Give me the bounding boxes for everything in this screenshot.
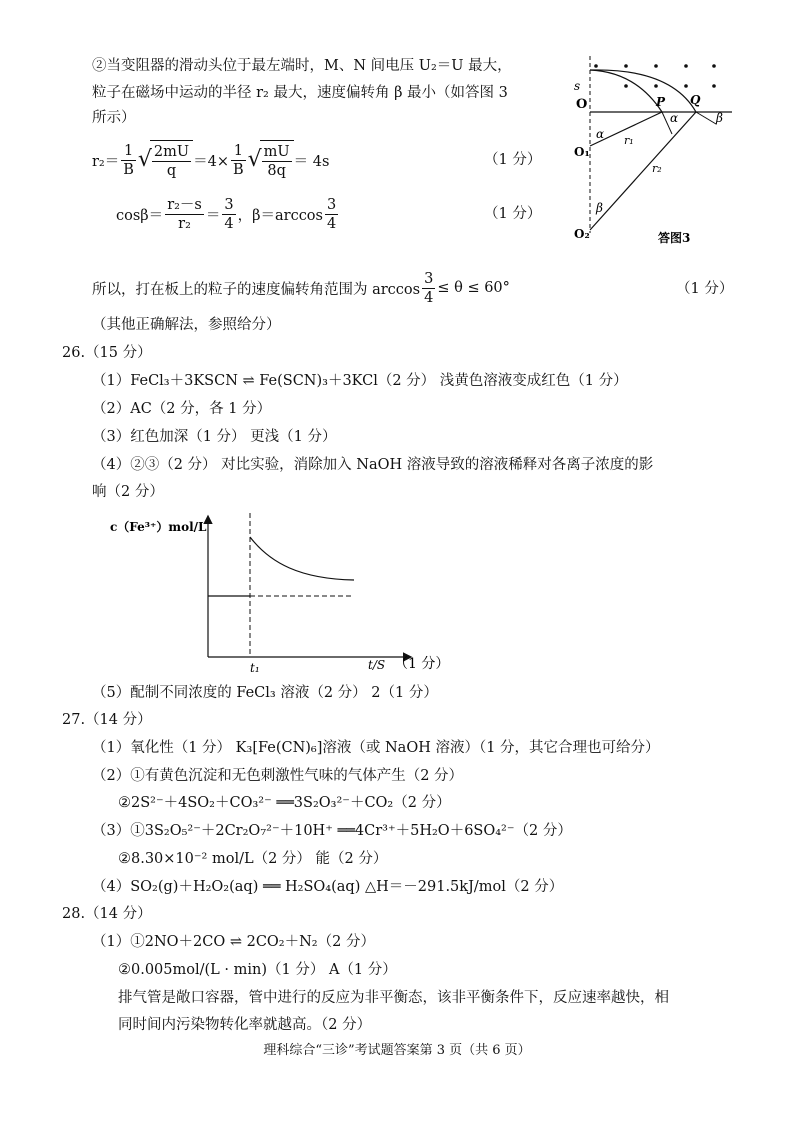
eq2-fraction-2 [222, 196, 235, 233]
label-P: P [656, 95, 666, 109]
q28-explanation-2: 同时间内污染物转化率就越高。（2 分） [118, 1017, 372, 1033]
label-s: s [574, 79, 581, 93]
range-score: （1 分） [676, 281, 734, 297]
eq1-f2-num: 1 [231, 142, 246, 161]
figure-caption: 答图3 [658, 231, 691, 245]
eq1-f1-num: 1 [121, 142, 136, 161]
label-alpha-1: α [596, 127, 605, 141]
label-beta-right: β [716, 111, 723, 125]
graph-score: （1 分） [394, 656, 450, 672]
trajectory-r1 [590, 70, 662, 112]
q25-equation-cosbeta [116, 192, 340, 236]
q25-other-note: （其他正确解法，参照给分） [92, 317, 281, 333]
q27-heading: 27.（14 分） [62, 712, 152, 728]
q25-line-1: ②当变阻器的滑动头位于最左端时，M、N 间电压 U₂＝U 最大， [92, 58, 512, 74]
q26-heading: 26.（15 分） [62, 345, 152, 361]
fe3-concentration-graph [110, 505, 470, 680]
label-beta-low: β [596, 201, 603, 215]
trajectory-r2 [590, 70, 696, 112]
eq2-f1-den: r₂ [178, 215, 191, 232]
label-Q: Q [690, 93, 701, 107]
eq2-f2-num: 3 [224, 196, 234, 213]
page-footer: 理科综合“三诊”考试题答案第 3 页（共 6 页） [263, 1043, 531, 1058]
graph-t1-label: t₁ [250, 661, 260, 675]
eq2-score: （1 分） [484, 206, 542, 222]
eq2-eq: ＝ [205, 207, 221, 224]
eq2-f1-num: r₂－s [167, 196, 202, 213]
eq1-score: （1 分） [484, 152, 542, 168]
velocity-q [696, 112, 716, 124]
q26-part-5: （5）配制不同浓度的 FeCl₃ 溶液（2 分） 2（1 分） [92, 685, 438, 701]
eq1-sqrt-2: √ $\frac{mU}{8q}$ [248, 140, 294, 180]
eq2-f3-num: 3 [326, 196, 337, 213]
eq1-f1-den: B [123, 161, 134, 178]
label-O1: O₁ [574, 145, 590, 159]
eq1-rhs: ＝ 4s [293, 153, 330, 170]
q25-line-3: 所示） [92, 110, 136, 126]
range-den: 4 [424, 289, 434, 306]
graph-y-label: c（Fe³⁺）mol/L [110, 520, 207, 534]
label-r1: r₁ [624, 134, 634, 147]
range-num: 3 [424, 270, 434, 287]
label-alpha-2: α [670, 111, 679, 125]
range-post: ≤ θ ≤ 60° [437, 280, 510, 296]
q26-part-3: （3）红色加深（1 分） 更浅（1 分） [92, 429, 337, 445]
eq1-s2-num: mU [263, 144, 290, 160]
eq1-s2-den: 8q [267, 163, 286, 179]
q28-heading: 28.（14 分） [62, 906, 152, 922]
label-r2: r₂ [652, 162, 662, 175]
label-O: O [576, 97, 588, 112]
eq2-f3-den: 4 [326, 215, 337, 232]
label-O2: O₂ [574, 227, 590, 241]
graph-x-label: t/S [368, 658, 386, 672]
q26-part-1: （1）FeCl₃＋3KSCN ⇌ Fe(SCN)₃＋3KCl（2 分） 浅黄色溶液变成红色（1 分） [92, 373, 628, 389]
eq2-mid: ，β＝arccos [237, 207, 323, 224]
eq1-fraction-1 [121, 142, 136, 179]
eq1-fraction-2 [231, 142, 246, 179]
range-fraction [422, 270, 435, 307]
eq2-fraction-3 [325, 196, 338, 233]
magnetic-field-dots [594, 64, 716, 88]
q27-part-4: （4）SO₂(g)＋H₂O₂(aq) ══ H₂SO₄(aq) △H＝－291.5kJ/mol（2 分） [92, 879, 564, 895]
eq1-f2-den: B [232, 161, 244, 178]
eq1-s1-den: q [166, 163, 177, 179]
eq2-f2-den: 4 [224, 215, 234, 232]
q25-line-2: 粒子在磁场中运动的半径 r₂ 最大，速度偏转角 β 最小（如答图 3 [92, 85, 508, 101]
eq1-sqrt-1: √ $\frac{2mU}{q}$ [138, 140, 193, 180]
q26-part-2: （2）AC（2 分，各 1 分） [92, 401, 272, 417]
q26-part-4: （4）②③（2 分） 对比实验，消除加入 NaOH 溶液导致的溶液稀释对各离子浓度的影 [92, 457, 654, 473]
q28-part-1-2: ②0.005mol/(L · min)（1 分） A（1 分） [118, 962, 397, 978]
q27-part-3-1: （3）①3S₂O₅²⁻＋2Cr₂O₇²⁻＋10H⁺ ══4Cr³⁺＋5H₂O＋6SO₄²⁻（2 分） [92, 823, 572, 839]
q27-part-1: （1）氧化性（1 分） K₃[Fe(CN)₆]溶液（或 NaOH 溶液）（1 分，其它合理也可给分） [92, 740, 660, 756]
q27-part-2-2: ②2S²⁻＋4SO₂＋CO₃²⁻ ══3S₂O₃²⁻＋CO₂（2 分） [118, 795, 451, 811]
q27-part-3-2: ②8.30×10⁻² mol/L（2 分） 能（2 分） [118, 851, 388, 867]
eq1-mid: ＝4× [193, 153, 229, 170]
eq1-s1-num: 2mU [153, 144, 190, 160]
eq1-lhs: r₂＝ [92, 153, 120, 170]
eq2-fraction-1 [165, 196, 204, 233]
q25-equation-r2 [92, 138, 329, 182]
radius-r2 [590, 112, 696, 230]
eq2-lhs: cosβ＝ [116, 207, 164, 224]
concentration-curve [250, 537, 354, 580]
q25-range [92, 268, 510, 308]
q26-part-4-cont: 响（2 分） [92, 484, 164, 500]
answer-figure-3 [566, 48, 738, 248]
q28-explanation-1: 排气管是敞口容器，管中进行的反应为非平衡态，该非平衡条件下，反应速率越快，相 [118, 990, 669, 1006]
q28-part-1-1: （1）①2NO＋2CO ⇌ 2CO₂＋N₂（2 分） [92, 934, 375, 950]
q27-part-2-1: （2）①有黄色沉淀和无色刺激性气味的气体产生（2 分） [92, 768, 464, 784]
range-pre: 所以，打在板上的粒子的速度偏转角范围为 arccos [92, 281, 421, 298]
